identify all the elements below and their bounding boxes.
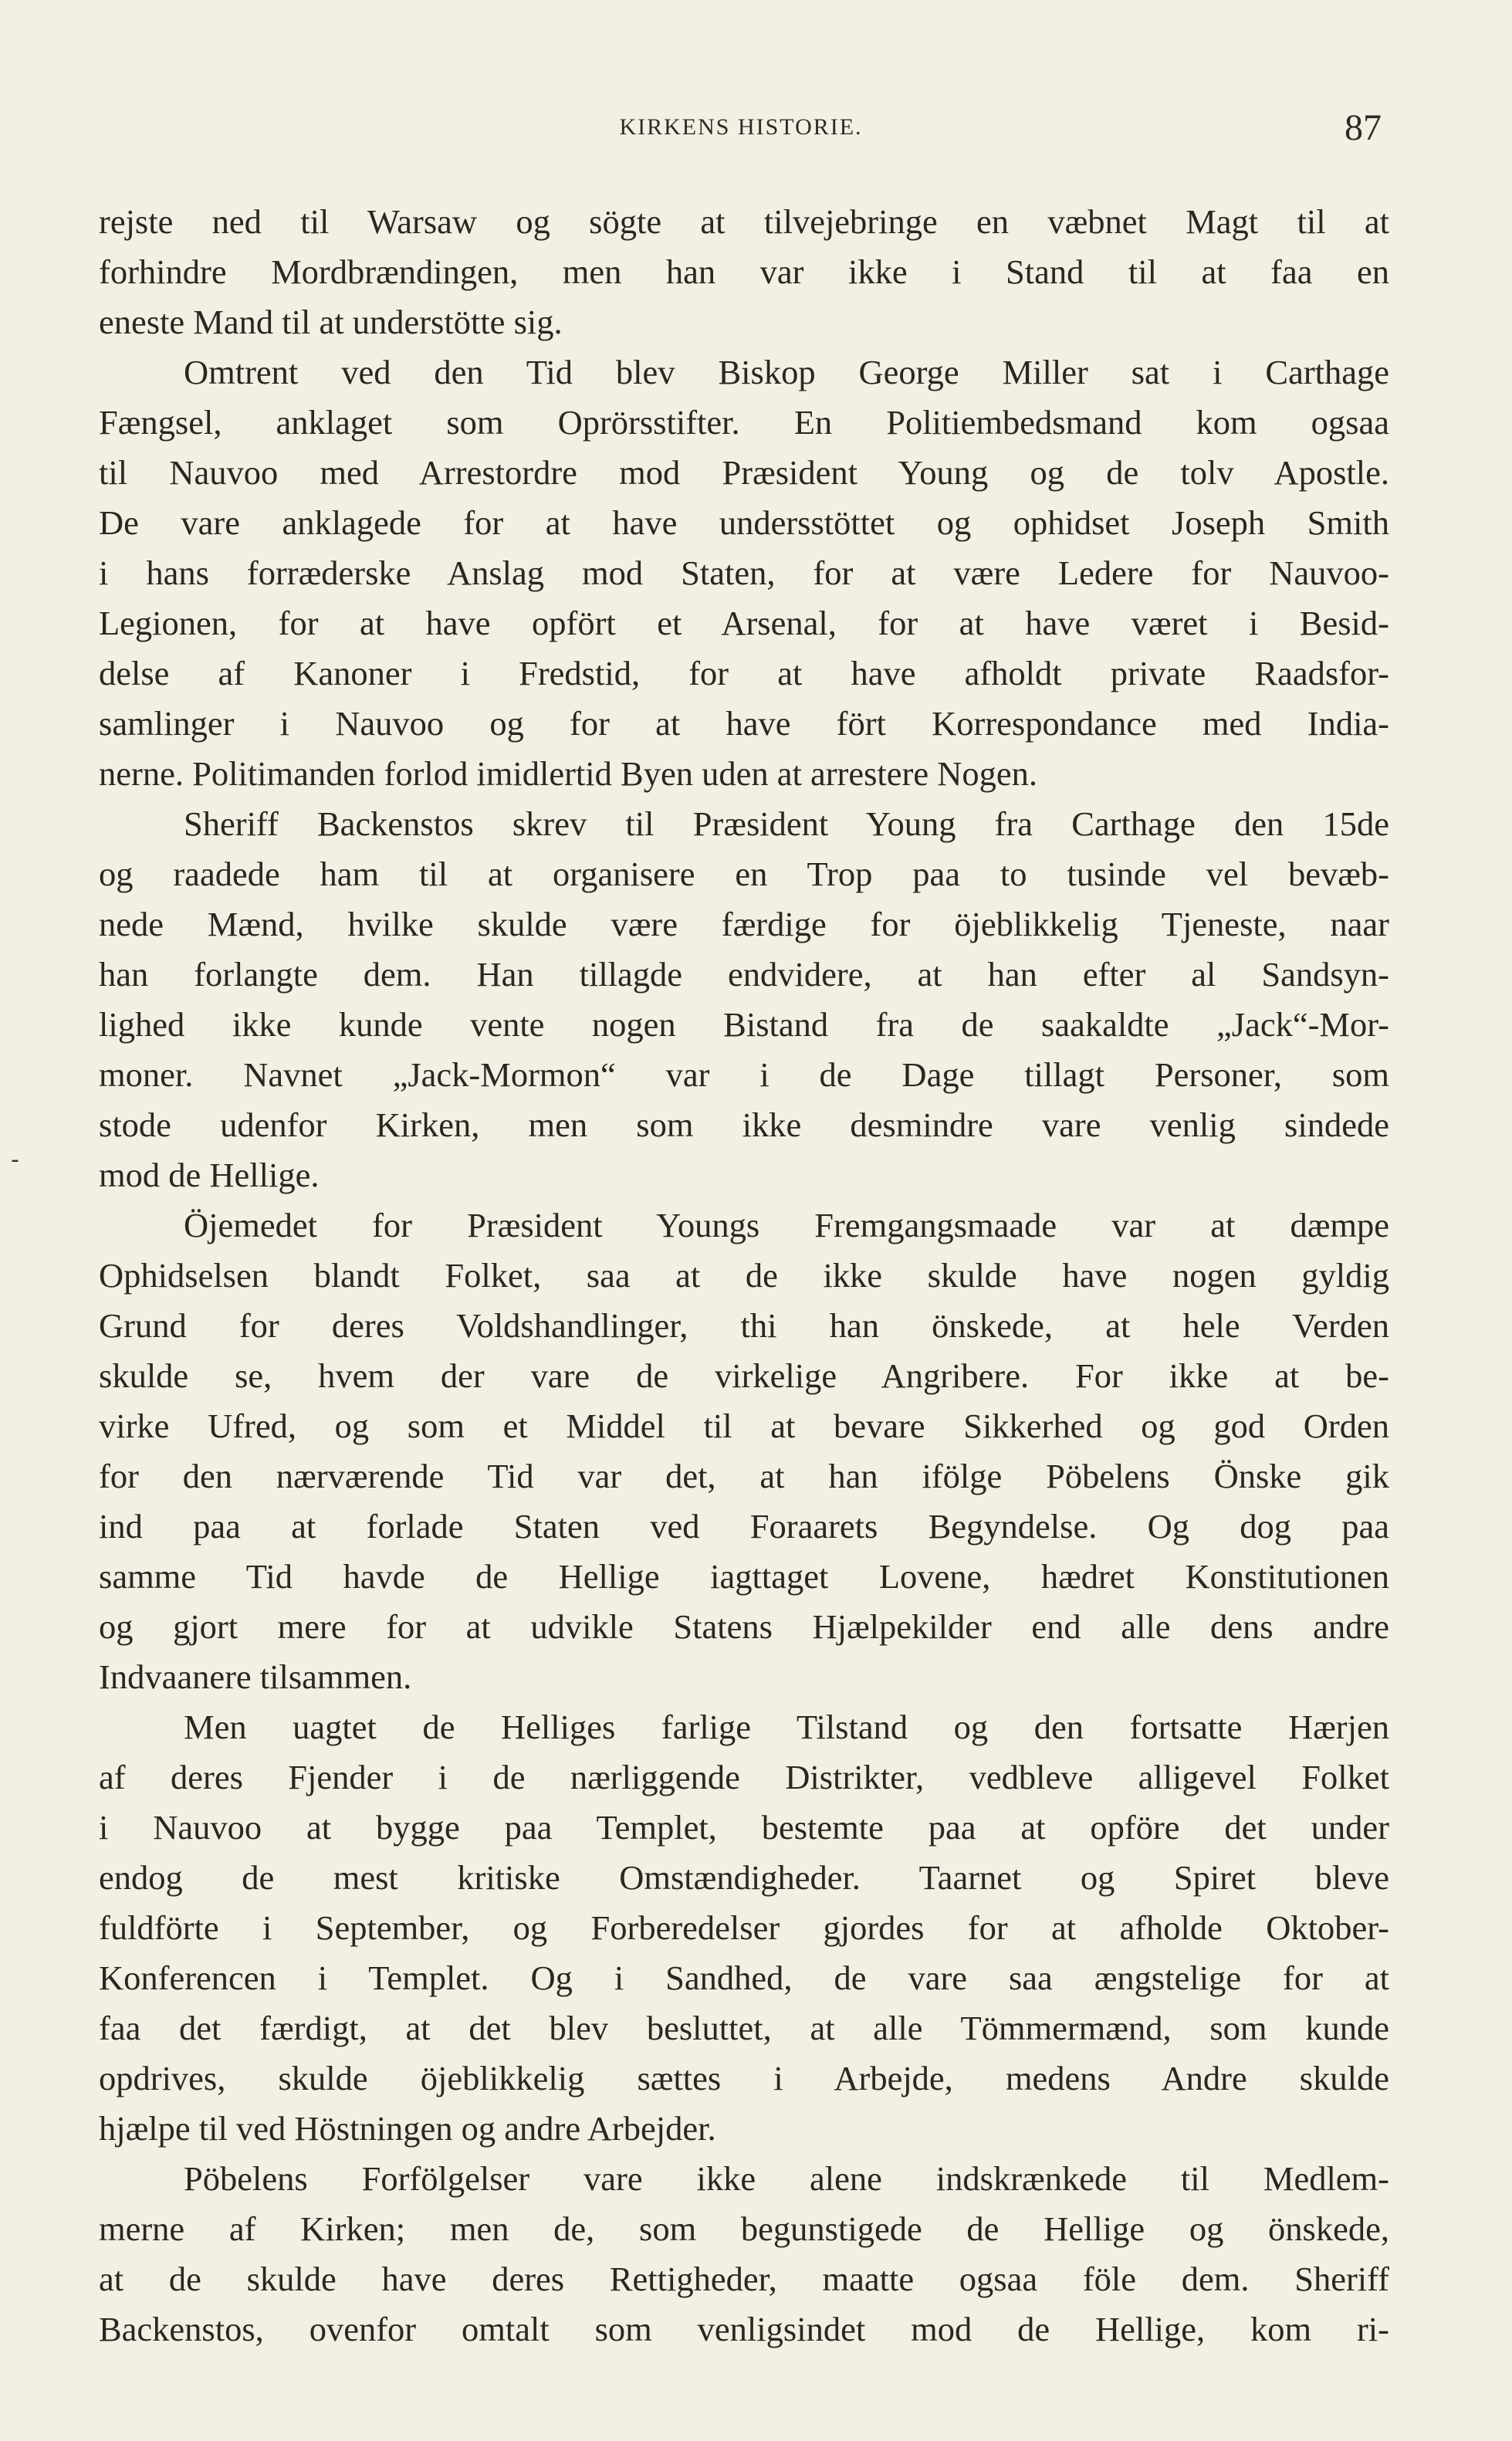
text-line: Konferencen i Templet. Og i Sandhed, de vare saa ængstelige for at (99, 1959, 1389, 1997)
text-line: mod de Hellige. (99, 1156, 320, 1194)
text-line: og gjort mere for at udvikle Statens Hjælpekilder end alle dens andre (99, 1607, 1389, 1646)
text-line: delse af Kanoner i Fredstid, for at have afholdt private Raadsfor- (99, 654, 1389, 692)
text-line: Legionen, for at have opfört et Arsenal, for at have været i Besid- (99, 604, 1389, 642)
text-line: ind paa at forlade Staten ved Foraarets Begyndelse. Og dog paa (99, 1507, 1389, 1546)
text-line: samlinger i Nauvoo og for at have fört Korrespondance med India- (99, 704, 1389, 743)
text-line: hjælpe til ved Höstningen og andre Arbejder. (99, 2109, 716, 2148)
text-line: moner. Navnet „Jack-Mormon“ var i de Dage tillagt Personer, som (99, 1055, 1389, 1094)
text-line: rejste ned til Warsaw og sögte at tilvejebringe en væbnet Magt til at (99, 202, 1389, 241)
text-line: Grund for deres Voldshandlinger, thi han önskede, at hele Verden (99, 1306, 1389, 1345)
text-line: Omtrent ved den Tid blev Biskop George Miller sat i Carthage (184, 353, 1389, 391)
page-number: 87 (1345, 107, 1382, 148)
text-line: for den nærværende Tid var det, at han ifölge Pöbelens Önske gik (99, 1457, 1389, 1495)
text-line: endog de mest kritiske Omstændigheder. Taarnet og Spiret bleve (99, 1858, 1389, 1897)
text-line: Men uagtet de Helliges farlige Tilstand og den fortsatte Hærjen (184, 1708, 1389, 1746)
running-header-title: KIRKENS HISTORIE. (619, 114, 863, 140)
text-line: at de skulde have deres Rettigheder, maatte ogsaa föle dem. Sheriff (99, 2260, 1389, 2298)
text-line: nerne. Politimanden forlod imidlertid Byen uden at arrestere Nogen. (99, 754, 1037, 793)
text-line: stode udenfor Kirken, men som ikke desmindre vare venlig sindede (99, 1105, 1389, 1144)
text-line: til Nauvoo med Arrestordre mod Præsident Young og de tolv Apostle. (99, 453, 1389, 492)
text-line: faa det færdigt, at det blev besluttet, at alle Tömmermænd, som kunde (99, 2009, 1389, 2047)
text-line: opdrives, skulde öjeblikkelig sættes i Arbejde, medens Andre skulde (99, 2059, 1389, 2097)
text-line: Öjemedet for Præsident Youngs Fremgangsmaade var at dæmpe (184, 1206, 1389, 1244)
text-line: lighed ikke kunde vente nogen Bistand fra de saakaldte „Jack“-Mor- (99, 1005, 1389, 1044)
text-line: og raadede ham til at organisere en Trop paa to tusinde vel bevæb- (99, 855, 1389, 893)
text-line: Sheriff Backenstos skrev til Præsident Young fra Carthage den 15de (184, 804, 1389, 843)
text-line: Fængsel, anklaget som Oprörsstifter. En Politiembedsmand kom ogsaa (99, 403, 1389, 442)
body-text (99, 197, 1389, 2355)
text-line: samme Tid havde de Hellige iagttaget Lovene, hædret Konstitutionen (99, 1557, 1389, 1596)
text-line: nede Mænd, hvilke skulde være færdige for öjeblikkelig Tjeneste, naar (99, 905, 1389, 943)
text-line: Ophidselsen blandt Folket, saa at de ikke skulde have nogen gyldig (99, 1256, 1389, 1295)
margin-mark: - (11, 1146, 19, 1173)
text-line: merne af Kirken; men de, som begunstigede de Hellige og önskede, (99, 2209, 1389, 2248)
text-line: i Nauvoo at bygge paa Templet, bestemte paa at opföre det under (99, 1808, 1389, 1847)
text-line: fuldförte i September, og Forberedelser gjordes for at afholde Oktober- (99, 1908, 1389, 1947)
running-header (100, 107, 1382, 153)
text-line: Backenstos, ovenfor omtalt som venligsindet mod de Hellige, kom ri- (99, 2310, 1389, 2348)
text-line: i hans forræderske Anslag mod Staten, for at være Ledere for Nauvoo- (99, 554, 1389, 592)
text-line: af deres Fjender i de nærliggende Distrikter, vedbleve alligevel Folket (99, 1758, 1389, 1796)
text-line: virke Ufred, og som et Middel til at bevare Sikkerhed og god Orden (99, 1407, 1389, 1445)
text-line: Indvaanere tilsammen. (99, 1657, 412, 1696)
text-line: skulde se, hvem der vare de virkelige Angribere. For ikke at be- (99, 1356, 1389, 1395)
text-line: forhindre Mordbrændingen, men han var ikke i Stand til at faa en (99, 252, 1389, 291)
text-line: eneste Mand til at understötte sig. (99, 303, 563, 341)
text-line: Pöbelens Forfölgelser vare ikke alene indskrænkede til Medlem- (184, 2159, 1389, 2198)
text-line: han forlangte dem. Han tillagde endvidere, at han efter al Sandsyn- (99, 955, 1389, 994)
text-line: De vare anklagede for at have undersstöttet og ophidset Joseph Smith (99, 503, 1389, 542)
